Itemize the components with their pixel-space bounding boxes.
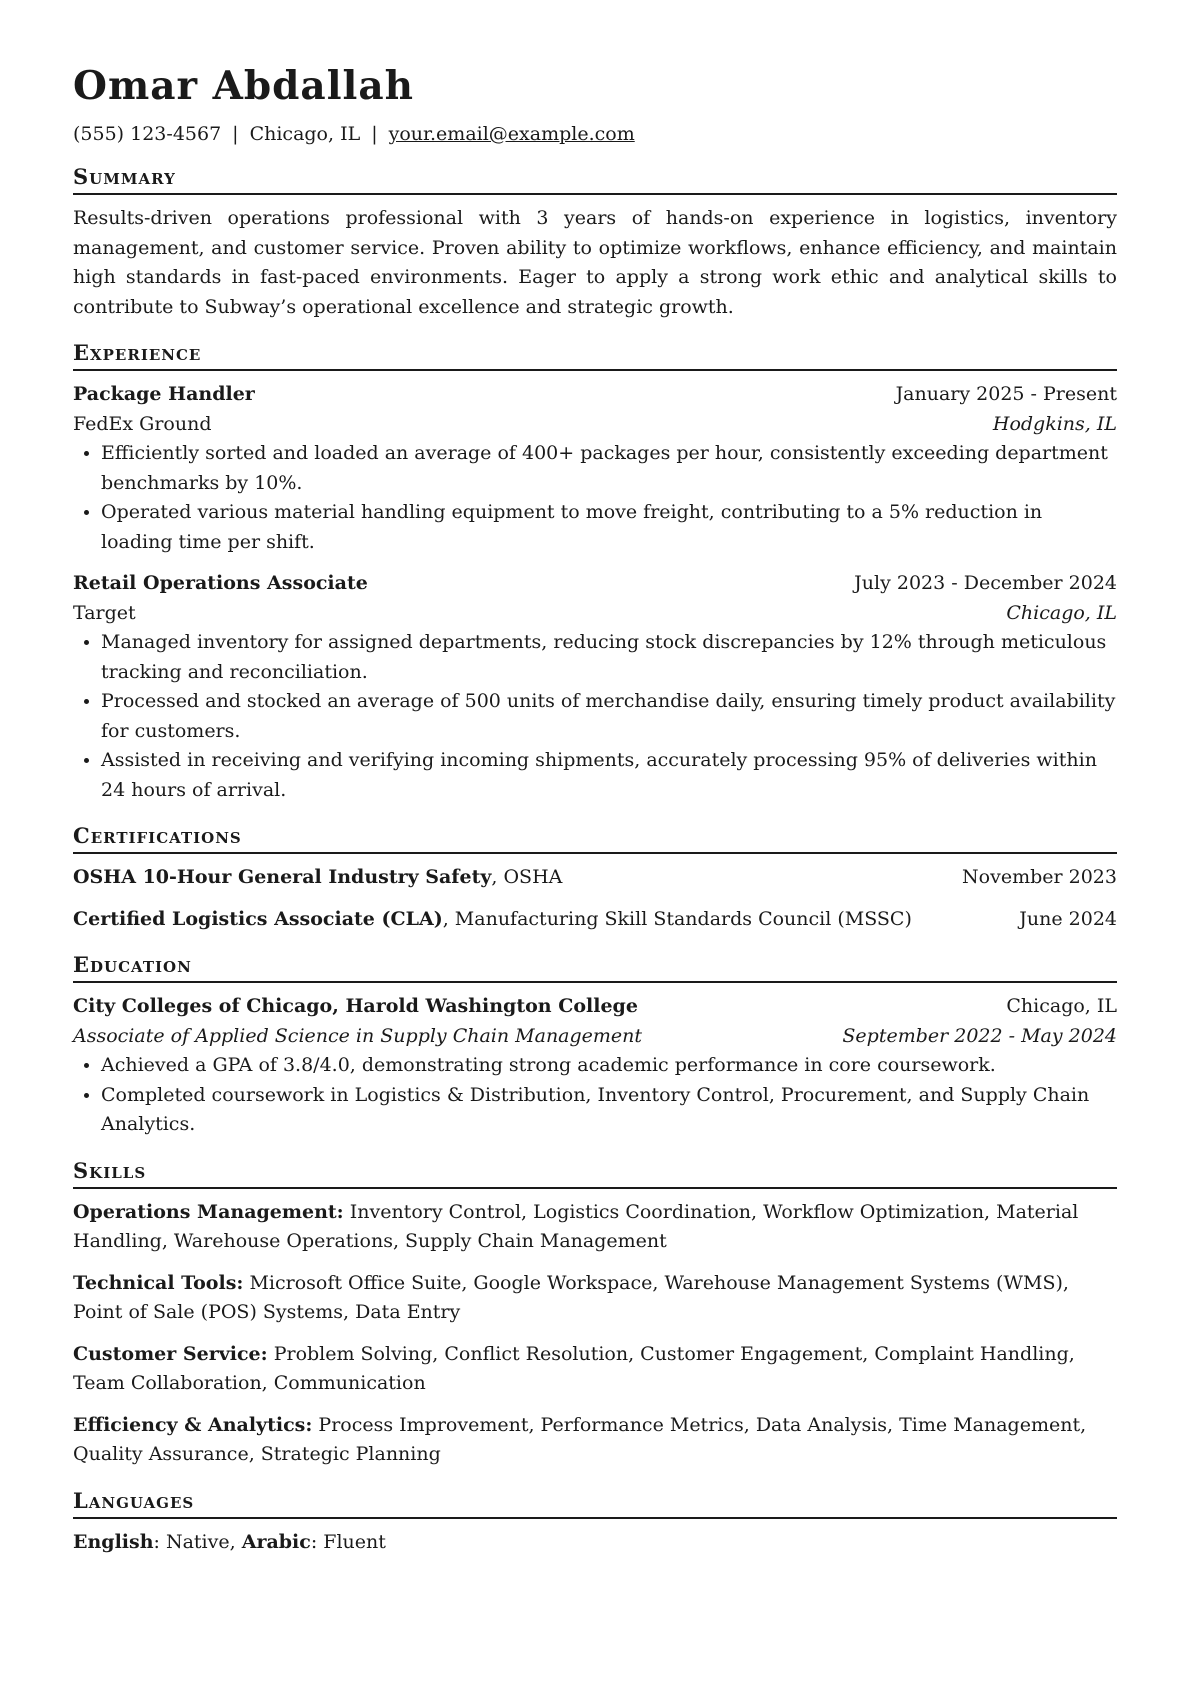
skill-values: Problem Solving, Conflict Resolution, Customer Engagement, Complaint Handling, Team Collaboration, Communication (73, 1342, 1075, 1394)
certification-name: Certified Logistics Associate (CLA) (73, 907, 443, 930)
certification-issuer: , Manufacturing Skill Standards Council (MSSC) (442, 907, 912, 930)
skill-values: Process Improvement, Performance Metrics, Data Analysis, Time Management, Quality Assurance, Strategic Planning (73, 1413, 1087, 1465)
school-location: Chicago, IL (1006, 995, 1117, 1017)
skill-group (73, 1198, 1117, 1257)
job-location: Hodgkins, IL (992, 412, 1117, 435)
degree-name: Associate of Applied Science in Supply Chain Management (73, 1024, 643, 1047)
job-header-row (73, 569, 1117, 599)
language-level: : Fluent (310, 1530, 386, 1553)
location: Chicago, IL (249, 123, 361, 145)
job-bullet: • Operated various material handling equipment to move freight, contributing to a 5% reduction in loading time per shift. (101, 498, 1117, 557)
certification-date: November 2023 (962, 866, 1117, 888)
section-title-experience: Experience (73, 340, 1117, 371)
skill-group (73, 1340, 1117, 1399)
job-bullet: • Efficiently sorted and loaded an average of 400+ packages per hour, consistently exceeding department benchmarks by 10%. (101, 439, 1117, 498)
skill-label: Customer Service: (73, 1342, 268, 1365)
job-dates: July 2023 - December 2024 (854, 572, 1117, 594)
certification-item (73, 863, 1117, 893)
job-role: Package Handler (73, 383, 255, 405)
job-role: Retail Operations Associate (73, 572, 368, 594)
job-company-row (73, 410, 1117, 440)
job-dates: January 2025 - Present (895, 383, 1117, 405)
job-bullet: • Managed inventory for assigned departments, reducing stock discrepancies by 12% through meticulous tracking and reconciliation. (101, 628, 1117, 687)
skill-label: Technical Tools: (73, 1271, 244, 1294)
job-bullet: • Processed and stocked an average of 500 units of merchandise daily, ensuring timely product availability for customers. (101, 687, 1117, 746)
school-name: City Colleges of Chicago, Harold Washington College (73, 995, 638, 1017)
certification-name: OSHA 10-Hour General Industry Safety (73, 866, 492, 888)
education-degree-row (73, 1022, 1117, 1052)
contact-separator: | (371, 123, 378, 145)
skill-values: Microsoft Office Suite, Google Workspace, Warehouse Management Systems (WMS), Point of Sale (POS) Systems, Data Entry (73, 1271, 1069, 1323)
education-header-row (73, 992, 1117, 1022)
email-link[interactable]: your.email@example.com (388, 123, 635, 145)
education-bullet: • Completed coursework in Logistics & Distribution, Inventory Control, Procurement, and Supply Chain Analytics. (101, 1081, 1117, 1140)
job-location: Chicago, IL (1006, 601, 1117, 624)
skill-group (73, 1269, 1117, 1328)
contact-line (73, 122, 1117, 146)
language-name: English (73, 1530, 154, 1553)
experience-entry (73, 569, 1117, 805)
contact-separator: | (232, 123, 239, 145)
skill-label: Efficiency & Analytics: (73, 1413, 313, 1436)
job-company-row (73, 599, 1117, 629)
languages-line (73, 1528, 1117, 1558)
section-title-skills: Skills (73, 1158, 1117, 1189)
skill-values: Inventory Control, Logistics Coordination, Workflow Optimization, Material Handling, Warehouse Operations, Supply Chain Management (73, 1200, 1079, 1252)
section-title-education: Education (73, 952, 1117, 983)
section-title-certifications: Certifications (73, 823, 1117, 854)
education-dates: September 2022 - May 2024 (842, 1024, 1117, 1047)
job-bullets (73, 628, 1117, 805)
job-company: FedEx Ground (73, 412, 212, 435)
certification-item (73, 905, 1117, 935)
experience-entry (73, 380, 1117, 557)
job-company: Target (73, 601, 136, 624)
language-name: Arabic (241, 1530, 311, 1553)
job-bullets (73, 439, 1117, 557)
section-title-summary: Summary (73, 164, 1117, 195)
certification-issuer: , OSHA (491, 866, 563, 888)
phone-number: (555) 123-4567 (73, 123, 222, 145)
summary-text: Results-driven operations professional with 3 years of hands-on experience in logistics, inventory management, and customer service. Proven ability to optimize workflows, enhance efficiency, and maintain high standards in fast-paced environments. Eager to apply a strong work ethic and analytical skills to contribute to Subway’s operational excellence and strategic growth. (73, 207, 1117, 318)
skill-label: Operations Management: (73, 1200, 344, 1223)
job-bullet: • Assisted in receiving and verifying incoming shipments, accurately processing 95% of deliveries within 24 hours of arrival. (101, 746, 1117, 805)
skill-group (73, 1411, 1117, 1470)
certification-date: June 2024 (1019, 907, 1117, 930)
candidate-name: Omar Abdallah (73, 63, 414, 109)
language-level: : Native, (153, 1530, 242, 1553)
section-title-languages: Languages (73, 1488, 1117, 1519)
job-header-row (73, 380, 1117, 410)
education-bullets (73, 1051, 1117, 1140)
education-bullet: • Achieved a GPA of 3.8/4.0, demonstrating strong academic performance in core coursework. (101, 1051, 1117, 1081)
